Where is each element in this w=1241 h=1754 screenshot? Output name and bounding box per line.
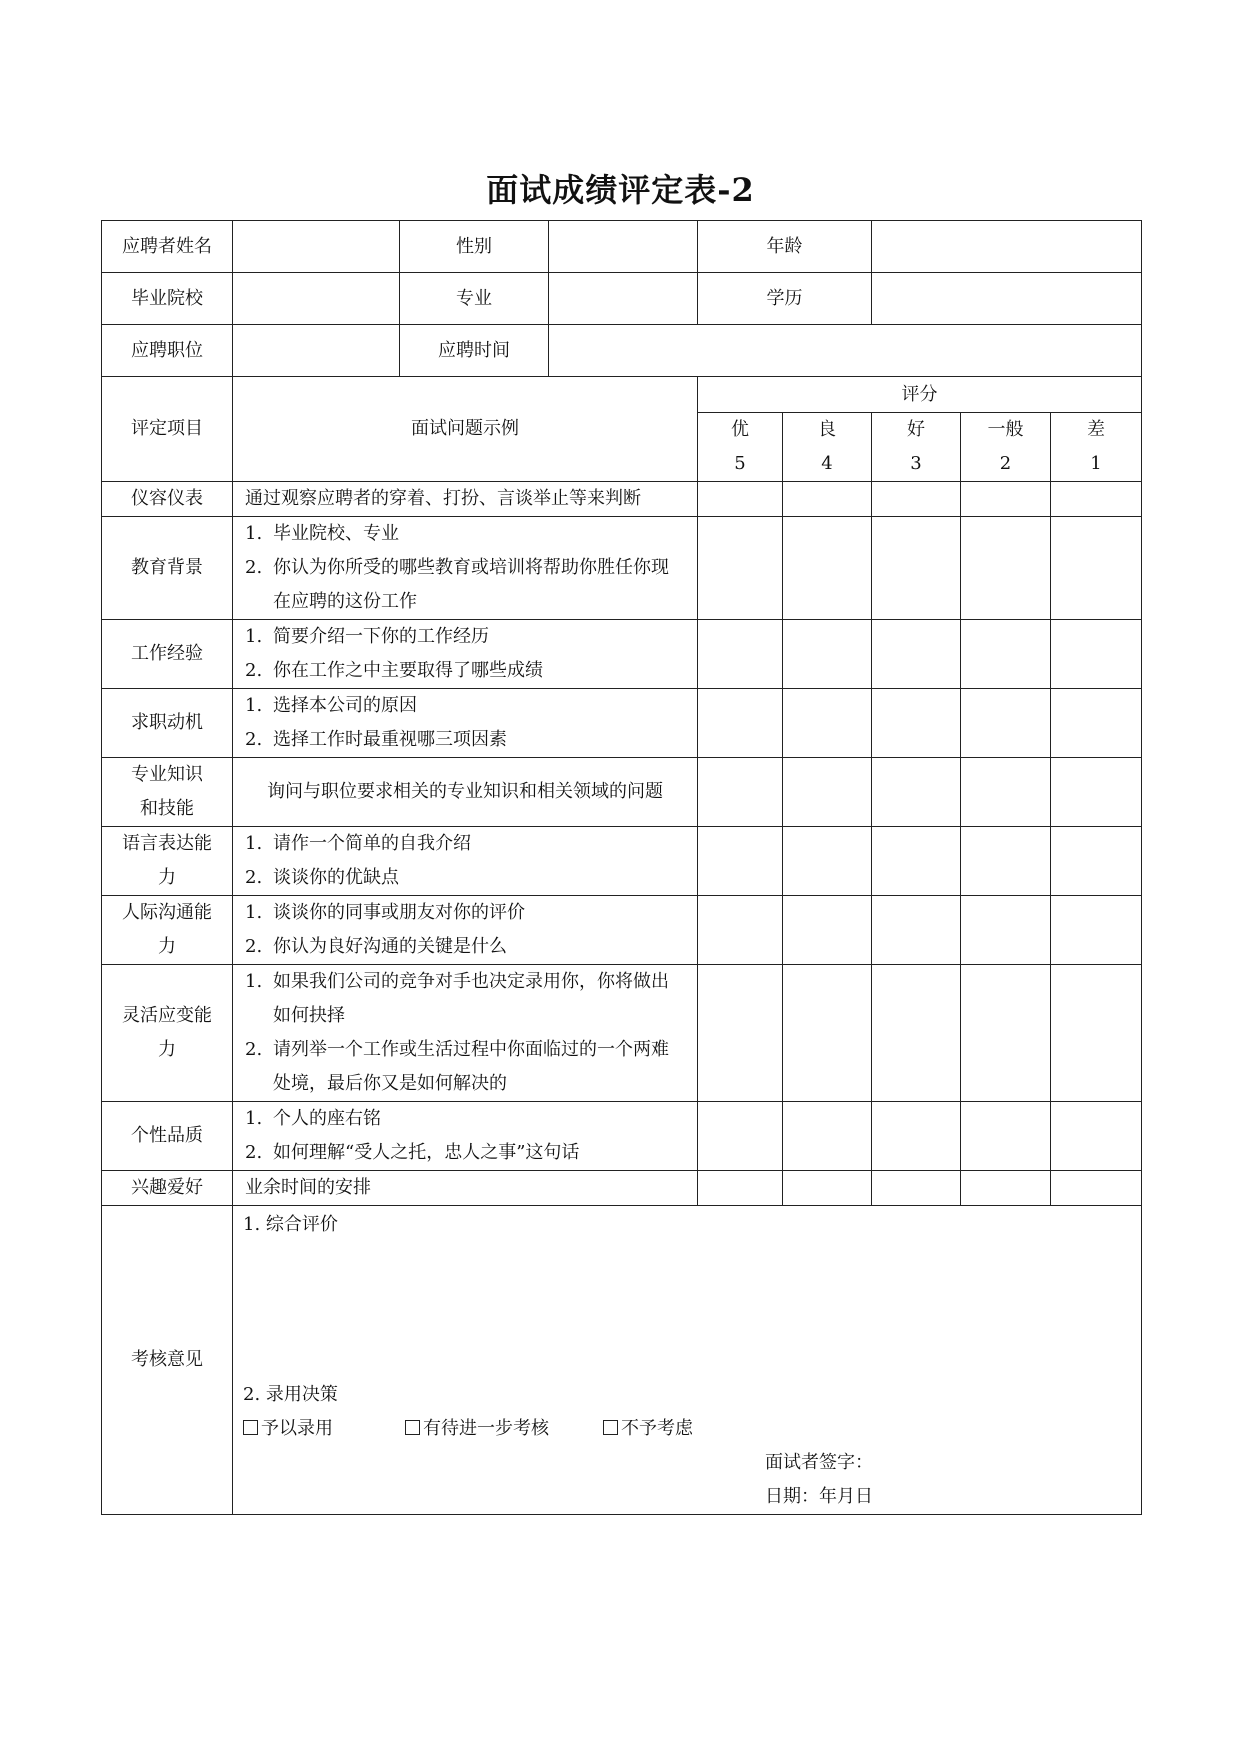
question-text: 你认为你所受的哪些教育或培训将帮助你胜任你现 [273,557,669,578]
question-text: 选择本公司的原因 [273,695,417,716]
grade-name: 优 [731,419,749,440]
score-cell[interactable] [783,1102,872,1171]
question-number: 2. [245,660,263,681]
score-cell[interactable] [872,896,961,965]
table-row [102,517,1142,620]
score-cell[interactable] [961,827,1051,896]
item-text: 灵活应变能 [122,1005,212,1026]
score-cell[interactable] [783,758,872,827]
score-cell[interactable] [783,689,872,758]
score-cell[interactable] [872,1171,961,1206]
question-header: 面试问题示例 [233,377,698,482]
score-cell[interactable] [783,517,872,620]
score-cell[interactable] [961,689,1051,758]
item-cell [102,965,233,1102]
checkbox-icon[interactable] [243,1420,258,1435]
question-text: 选择工作时最重视哪三项因素 [273,729,507,750]
score-cell[interactable] [961,758,1051,827]
question-text: 请作一个简单的自我介绍 [273,833,471,854]
question-number: 2. [245,557,263,578]
grade-good [783,413,872,482]
option-hire[interactable] [243,1412,333,1446]
item-text: 专业知识 [131,764,203,785]
grade-score: 2 [999,453,1012,474]
question-text: 在应聘的这份工作 [273,591,417,612]
score-cell[interactable] [872,517,961,620]
table-row [102,620,1142,689]
item-cell [102,827,233,896]
score-cell[interactable] [1051,1102,1142,1171]
score-cell[interactable] [961,482,1051,517]
grade-score: 1 [1090,453,1102,474]
grade-excellent [698,413,783,482]
option-label: 予以录用 [261,1418,333,1439]
option-reject[interactable] [603,1412,693,1446]
item-text: 力 [158,1039,176,1060]
position-label: 应聘职位 [102,325,233,377]
item-cell: 个性品质 [102,1102,233,1171]
question-text: 个人的座右铭 [273,1108,381,1129]
question-cell: 通过观察应聘者的穿着、打扮、言谈举止等来判断 [233,482,698,517]
question-number: 2. [245,867,263,888]
item-text: 和技能 [140,798,194,819]
item-cell: 兴趣爱好 [102,1171,233,1206]
score-cell[interactable] [872,965,961,1102]
info-row-1 [102,221,1142,273]
name-label: 应聘者姓名 [102,221,233,273]
item-cell: 工作经验 [102,620,233,689]
major-label: 专业 [400,273,549,325]
item-text: 力 [158,936,176,957]
option-label: 有待进一步考核 [423,1418,549,1439]
info-row-3 [102,325,1142,377]
gender-value-cell[interactable] [549,221,698,273]
score-cell[interactable] [961,1171,1051,1206]
score-cell[interactable] [961,965,1051,1102]
school-value-cell[interactable] [233,273,400,325]
opinion-row [102,1206,1142,1515]
grade-name: 好 [907,419,925,440]
question-text: 谈谈你的优缺点 [273,867,399,888]
table-row [102,1171,1142,1206]
item-cell: 教育背景 [102,517,233,620]
table-row [102,896,1142,965]
score-cell[interactable] [698,896,783,965]
score-cell[interactable] [872,689,961,758]
opinion-cell [233,1206,1142,1515]
education-value-cell[interactable] [872,273,1142,325]
score-cell[interactable] [961,896,1051,965]
grade-average [961,413,1051,482]
interview-evaluation-table [101,220,1142,1515]
score-cell[interactable] [1051,827,1142,896]
item-text: 人际沟通能 [122,902,212,923]
score-cell[interactable] [698,1102,783,1171]
table-row [102,1102,1142,1171]
score-cell[interactable] [1051,620,1142,689]
item-text: 语言表达能 [122,833,212,854]
question-number: 1. [245,523,263,544]
score-cell[interactable] [1051,758,1142,827]
question-cell [233,965,698,1102]
score-cell[interactable] [698,1171,783,1206]
eval-label: 1. 综合评价 [243,1214,338,1235]
score-cell[interactable] [961,517,1051,620]
opinion-label: 考核意见 [102,1206,233,1515]
grade-poor [1051,413,1142,482]
date-label: 日期：年月日 [765,1486,873,1507]
question-number: 2. [245,936,263,957]
question-text: 谈谈你的同事或朋友对你的评价 [273,902,525,923]
score-cell[interactable] [698,620,783,689]
table-row [102,827,1142,896]
question-text: 毕业院校、专业 [273,523,399,544]
question-text: 你认为良好沟通的关键是什么 [273,936,507,957]
score-cell[interactable] [783,482,872,517]
score-cell[interactable] [698,689,783,758]
score-cell[interactable] [698,517,783,620]
grade-fair [872,413,961,482]
question-cell [233,689,698,758]
info-row-2 [102,273,1142,325]
question-number: 2. [245,1142,263,1163]
score-cell[interactable] [783,896,872,965]
score-header: 评分 [698,377,1142,413]
question-text: 如果我们公司的竞争对手也决定录用你，你将做出 [273,971,669,992]
score-cell[interactable] [1051,689,1142,758]
question-number: 1. [245,971,263,992]
score-cell[interactable] [1051,482,1142,517]
question-cell: 询问与职位要求相关的专业知识和相关领域的问题 [233,758,698,827]
score-cell[interactable] [872,758,961,827]
question-text: 请列举一个工作或生活过程中你面临过的一个两难 [273,1039,669,1060]
item-cell: 求职动机 [102,689,233,758]
question-cell [233,517,698,620]
score-cell[interactable] [1051,517,1142,620]
gender-label: 性别 [400,221,549,273]
grade-score: 5 [734,453,746,474]
question-cell [233,896,698,965]
item-cell: 仪容仪表 [102,482,233,517]
score-cell[interactable] [783,827,872,896]
header-row-1 [102,377,1142,413]
score-cell[interactable] [872,482,961,517]
score-cell[interactable] [698,827,783,896]
score-cell[interactable] [872,620,961,689]
grade-score: 3 [910,453,922,474]
age-value-cell[interactable] [872,221,1142,273]
score-cell[interactable] [961,1102,1051,1171]
time-label: 应聘时间 [400,325,549,377]
score-cell[interactable] [1051,896,1142,965]
grade-name: 良 [818,419,836,440]
grade-score: 4 [821,453,833,474]
score-cell[interactable] [1051,1171,1142,1206]
option-further-review[interactable] [405,1412,549,1446]
question-number: 1. [245,626,263,647]
question-number: 1. [245,695,263,716]
score-cell[interactable] [698,965,783,1102]
question-number: 2. [245,729,263,750]
score-cell[interactable] [961,620,1051,689]
question-number: 2. [245,1039,263,1060]
option-label: 不予考虑 [621,1418,693,1439]
score-cell[interactable] [872,827,961,896]
question-text: 如何理解“受人之托，忠人之事”这句话 [273,1142,580,1163]
table-row [102,689,1142,758]
question-text: 处境，最后你又是如何解决的 [273,1073,507,1094]
question-number: 1. [245,902,263,923]
checkbox-icon[interactable] [405,1420,420,1435]
name-value-cell[interactable] [233,221,400,273]
page-title: 面试成绩评定表-2 [486,171,755,209]
decision-label: 2. 录用决策 [243,1384,338,1405]
signature-label: 面试者签字： [765,1452,873,1473]
item-header: 评定项目 [102,377,233,482]
item-cell [102,758,233,827]
grade-name: 一般 [987,419,1024,440]
checkbox-icon[interactable] [603,1420,618,1435]
score-cell[interactable] [783,620,872,689]
score-cell[interactable] [1051,965,1142,1102]
score-cell[interactable] [698,758,783,827]
item-cell [102,896,233,965]
age-label: 年龄 [698,221,872,273]
question-text: 简要介绍一下你的工作经历 [273,626,489,647]
score-cell[interactable] [698,482,783,517]
school-label: 毕业院校 [102,273,233,325]
major-value-cell[interactable] [549,273,698,325]
question-text: 如何抉择 [273,1005,345,1026]
table-row [102,758,1142,827]
eval-area[interactable] [243,1246,1123,1366]
score-cell[interactable] [872,1102,961,1171]
score-cell[interactable] [783,965,872,1102]
score-cell[interactable] [783,1171,872,1206]
education-label: 学历 [698,273,872,325]
position-value-cell[interactable] [233,325,400,377]
question-text: 你在工作之中主要取得了哪些成绩 [273,660,543,681]
question-number: 1. [245,833,263,854]
question-cell [233,620,698,689]
table-row [102,965,1142,1102]
question-cell: 业余时间的安排 [233,1171,698,1206]
question-number: 1. [245,1108,263,1129]
question-cell [233,827,698,896]
question-cell [233,1102,698,1171]
grade-name: 差 [1087,419,1106,440]
table-row [102,482,1142,517]
item-text: 力 [158,867,176,888]
time-value-cell[interactable] [549,325,1142,377]
